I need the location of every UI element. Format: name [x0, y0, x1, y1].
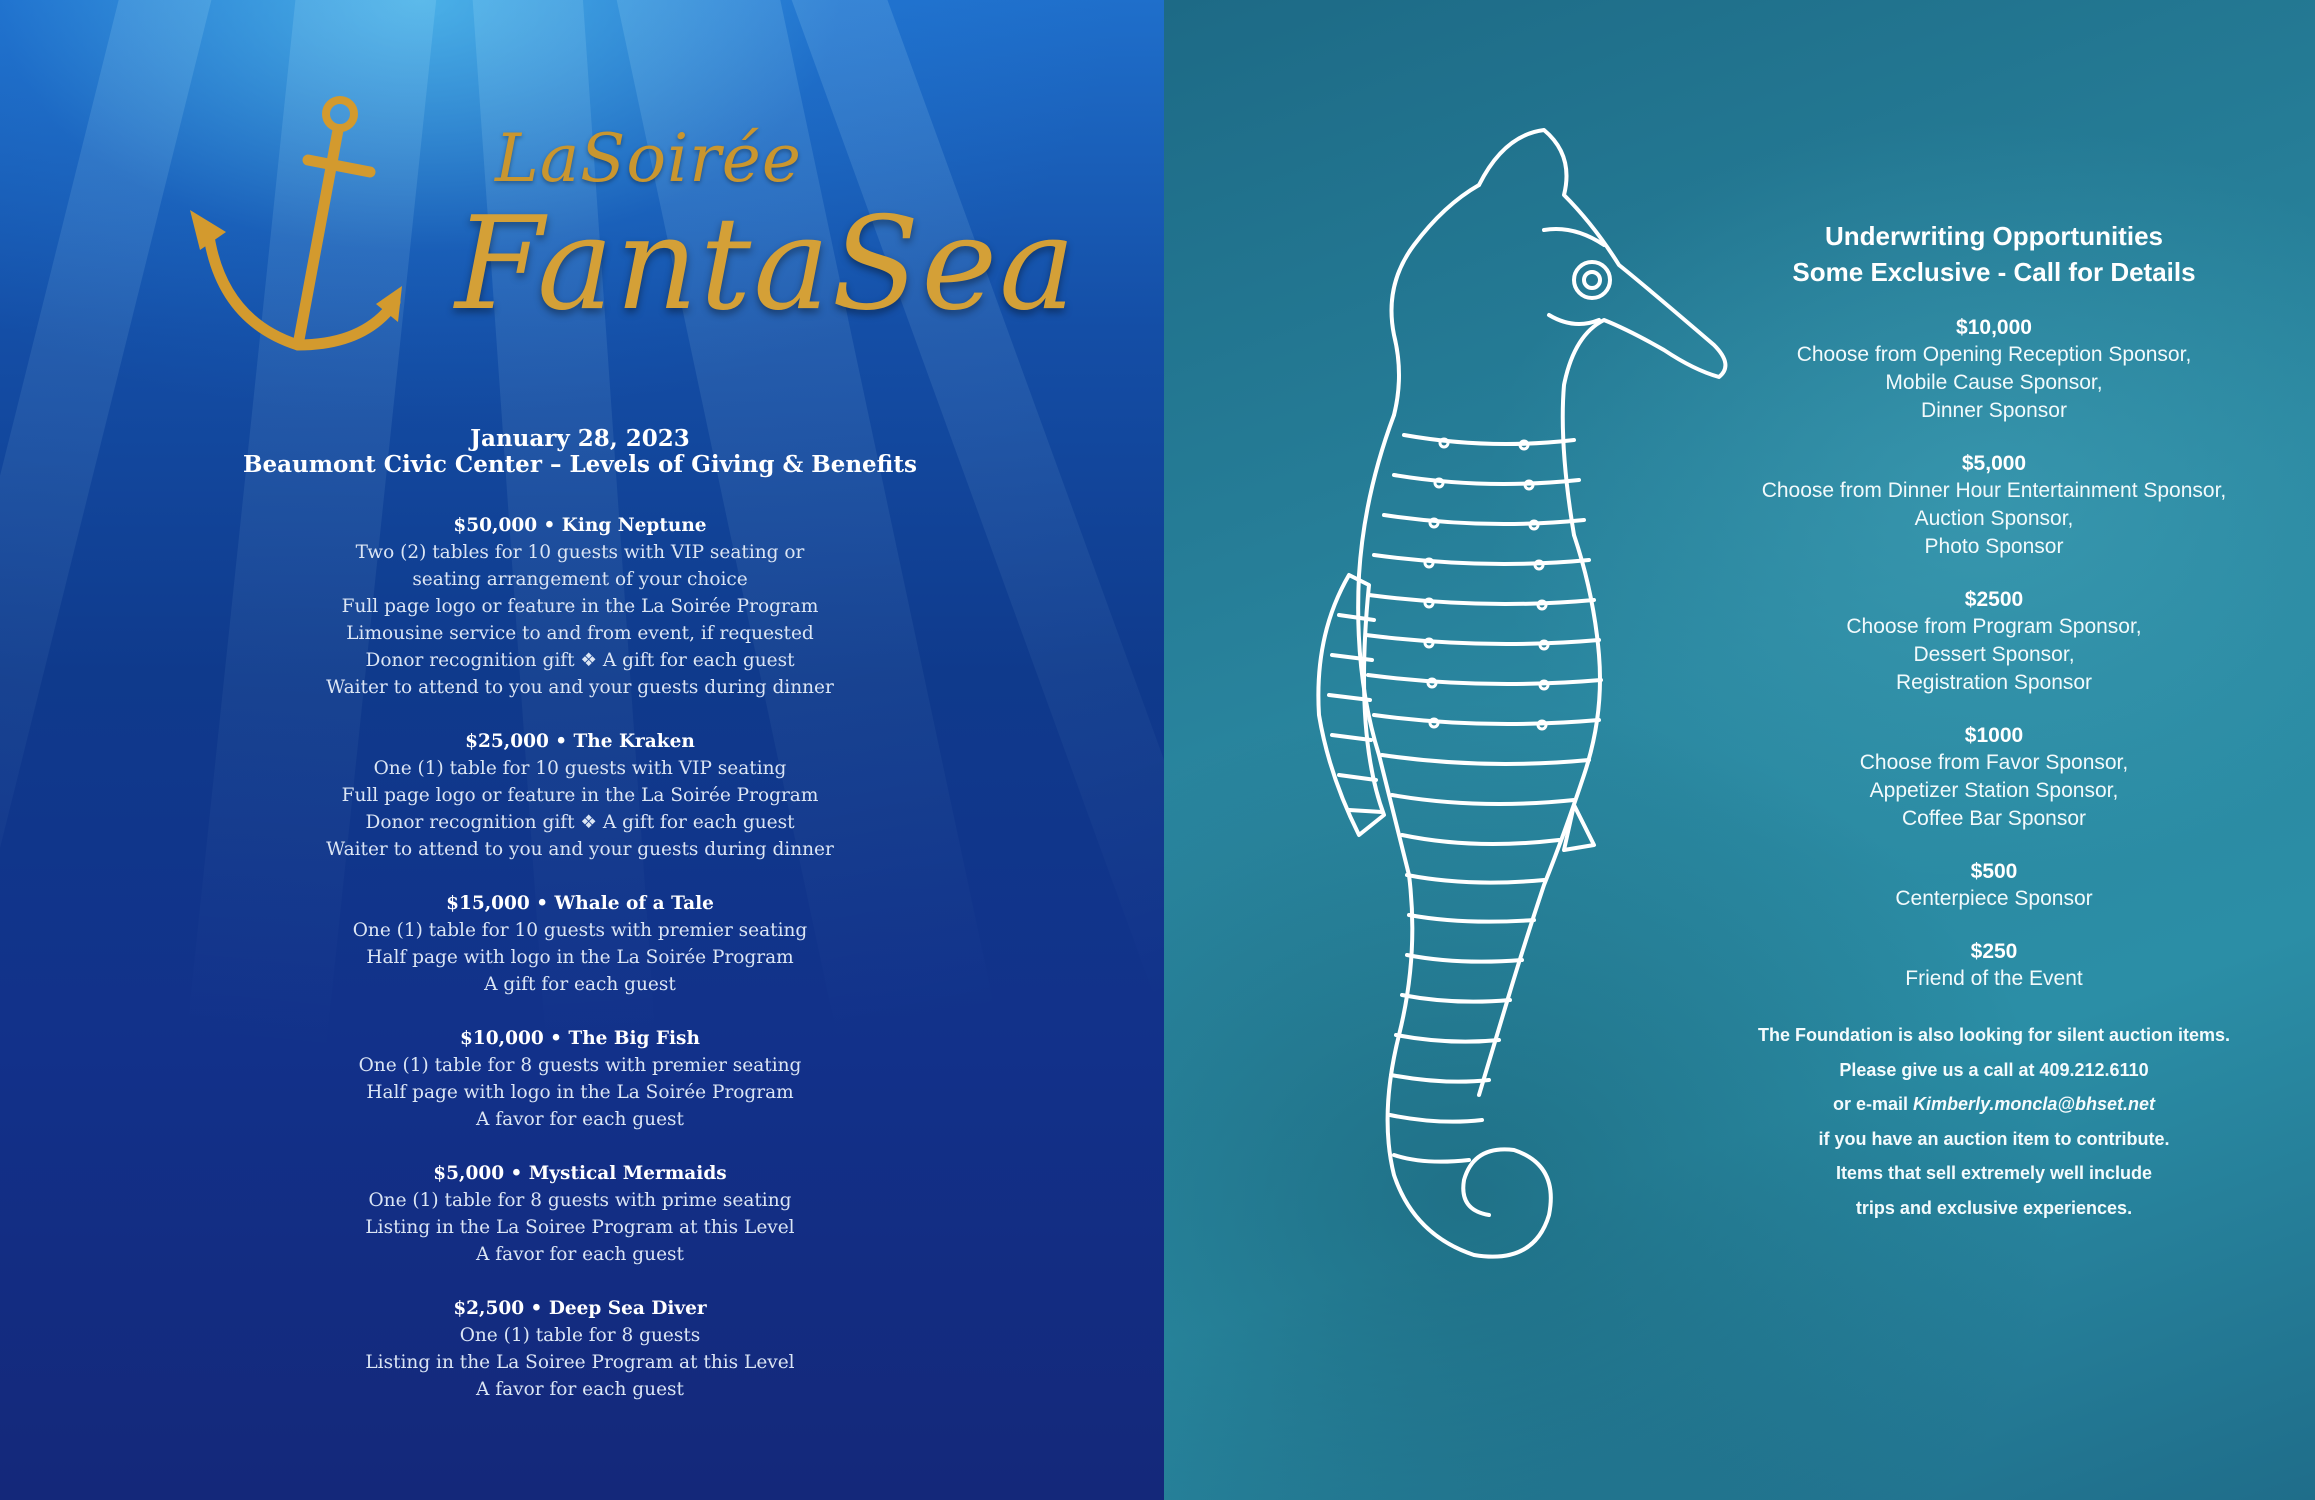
level-benefit: A favor for each guest: [476, 1244, 684, 1265]
logo-title-small: LaSoirée: [495, 120, 802, 197]
level-benefit: One (1) table for 8 guests with prime seating: [368, 1190, 792, 1211]
tier-amount: $5,000: [1961, 452, 2027, 475]
level-benefit: Half page with logo in the La Soirée Program: [366, 947, 794, 968]
event-logo: [180, 90, 1078, 370]
underwriting-tier: [1694, 858, 2294, 913]
tier-amount: $500: [1970, 860, 2018, 883]
tier-option: Auction Sponsor,: [1914, 507, 2074, 530]
seahorse-icon: [1244, 115, 1744, 1415]
giving-level: [180, 512, 980, 701]
level-benefit: Limousine service to and from event, if requested: [346, 623, 814, 644]
underwriting-tier: [1694, 450, 2294, 561]
level-benefit: One (1) table for 10 guests with premier seating: [352, 920, 808, 941]
level-benefit: A favor for each guest: [476, 1109, 684, 1130]
tier-amount: $2500: [1964, 588, 2024, 611]
level-benefit: seating arrangement of your choice: [412, 569, 748, 590]
level-benefit: A gift for each guest: [484, 974, 676, 995]
tier-option: Photo Sponsor: [1924, 535, 2064, 558]
tier-option: Centerpiece Sponsor: [1895, 887, 2093, 910]
tier-option: Mobile Cause Sponsor,: [1885, 371, 2103, 394]
email-prefix: or e-mail: [1833, 1094, 1914, 1114]
event-date: January 28, 2023: [470, 425, 690, 452]
auction-note-line: if you have an auction item to contribute.: [1818, 1128, 2170, 1149]
giving-level: [180, 1160, 980, 1268]
underwriting-section: [1694, 218, 2294, 1225]
tier-option: Dinner Sponsor: [1921, 399, 2067, 422]
tier-amount: $10,000: [1956, 316, 2032, 339]
tier-amount: $1000: [1964, 724, 2024, 747]
tier-option: Choose from Favor Sponsor,: [1859, 751, 2129, 774]
level-title: $50,000 • King Neptune: [453, 515, 707, 536]
level-title: $15,000 • Whale of a Tale: [446, 893, 714, 914]
underwriting-title: Underwriting Opportunities: [1825, 221, 2163, 251]
giving-level: [180, 1295, 980, 1403]
giving-levels-section: [180, 426, 980, 1430]
level-benefit: Donor recognition gift ❖ A gift for each guest: [365, 812, 795, 833]
level-benefit: One (1) table for 10 guests with VIP seating: [373, 758, 787, 779]
auction-note-line: Please give us a call at 409.212.6110: [1839, 1059, 2149, 1080]
level-title: $5,000 • Mystical Mermaids: [433, 1163, 727, 1184]
level-benefit: Listing in the La Soiree Program at this Level: [365, 1352, 795, 1373]
level-title: $10,000 • The Big Fish: [460, 1028, 700, 1049]
underwriting-tier: [1694, 314, 2294, 425]
underwriting-subtitle: Some Exclusive - Call for Details: [1792, 257, 2196, 287]
level-title: $25,000 • The Kraken: [465, 731, 695, 752]
underwriting-tier: [1694, 938, 2294, 993]
level-benefit: Donor recognition gift ❖ A gift for each guest: [365, 650, 795, 671]
tier-option: Choose from Program Sponsor,: [1846, 615, 2142, 638]
tier-option: Registration Sponsor: [1895, 671, 2093, 694]
tier-option: Choose from Opening Reception Sponsor,: [1796, 343, 2192, 366]
right-panel: [1164, 0, 2315, 1500]
level-benefit: One (1) table for 8 guests with premier seating: [358, 1055, 802, 1076]
level-title: $2,500 • Deep Sea Diver: [453, 1298, 707, 1319]
auction-note: [1694, 1018, 2294, 1225]
contact-email-link[interactable]: Kimberly.moncla@bhset.net: [1913, 1094, 2155, 1114]
level-benefit: One (1) table for 8 guests: [459, 1325, 701, 1346]
underwriting-tiers: [1694, 314, 2294, 993]
level-benefit: Listing in the La Soiree Program at this Level: [365, 1217, 795, 1238]
level-benefit: Half page with logo in the La Soirée Program: [366, 1082, 794, 1103]
underwriting-tier: [1694, 722, 2294, 833]
level-benefit: Full page logo or feature in the La Soirée Program: [341, 785, 819, 806]
giving-level: [180, 1025, 980, 1133]
level-benefit: Two (2) tables for 10 guests with VIP seating or: [355, 542, 805, 563]
tier-amount: $250: [1970, 940, 2018, 963]
auction-note-line: trips and exclusive experiences.: [1855, 1197, 2133, 1218]
tier-option: Appetizer Station Sponsor,: [1869, 779, 2119, 802]
level-benefit: Waiter to attend to you and your guests during dinner: [326, 677, 834, 698]
giving-level: [180, 728, 980, 863]
tier-option: Dessert Sponsor,: [1913, 643, 2075, 666]
auction-note-line: The Foundation is also looking for silent auction items.: [1757, 1025, 2231, 1045]
level-benefit: A favor for each guest: [476, 1379, 684, 1400]
giving-level: [180, 890, 980, 998]
level-benefit: Full page logo or feature in the La Soirée Program: [341, 596, 819, 617]
level-benefit: Waiter to attend to you and your guests during dinner: [326, 839, 834, 860]
event-venue: Beaumont Civic Center – Levels of Giving & Benefits: [243, 451, 917, 478]
auction-note-line: [1694, 1087, 2294, 1122]
auction-note-line: Items that sell extremely well include: [1835, 1163, 2153, 1183]
tier-option: Choose from Dinner Hour Entertainment Sponsor,: [1761, 479, 2227, 502]
tier-option: Friend of the Event: [1905, 967, 2083, 990]
giving-levels-list: [180, 512, 980, 1403]
anchor-icon: [180, 90, 420, 370]
logo-title-big: FantaSea: [455, 190, 1078, 339]
underwriting-tier: [1694, 586, 2294, 697]
tier-option: Coffee Bar Sponsor: [1901, 807, 2087, 830]
